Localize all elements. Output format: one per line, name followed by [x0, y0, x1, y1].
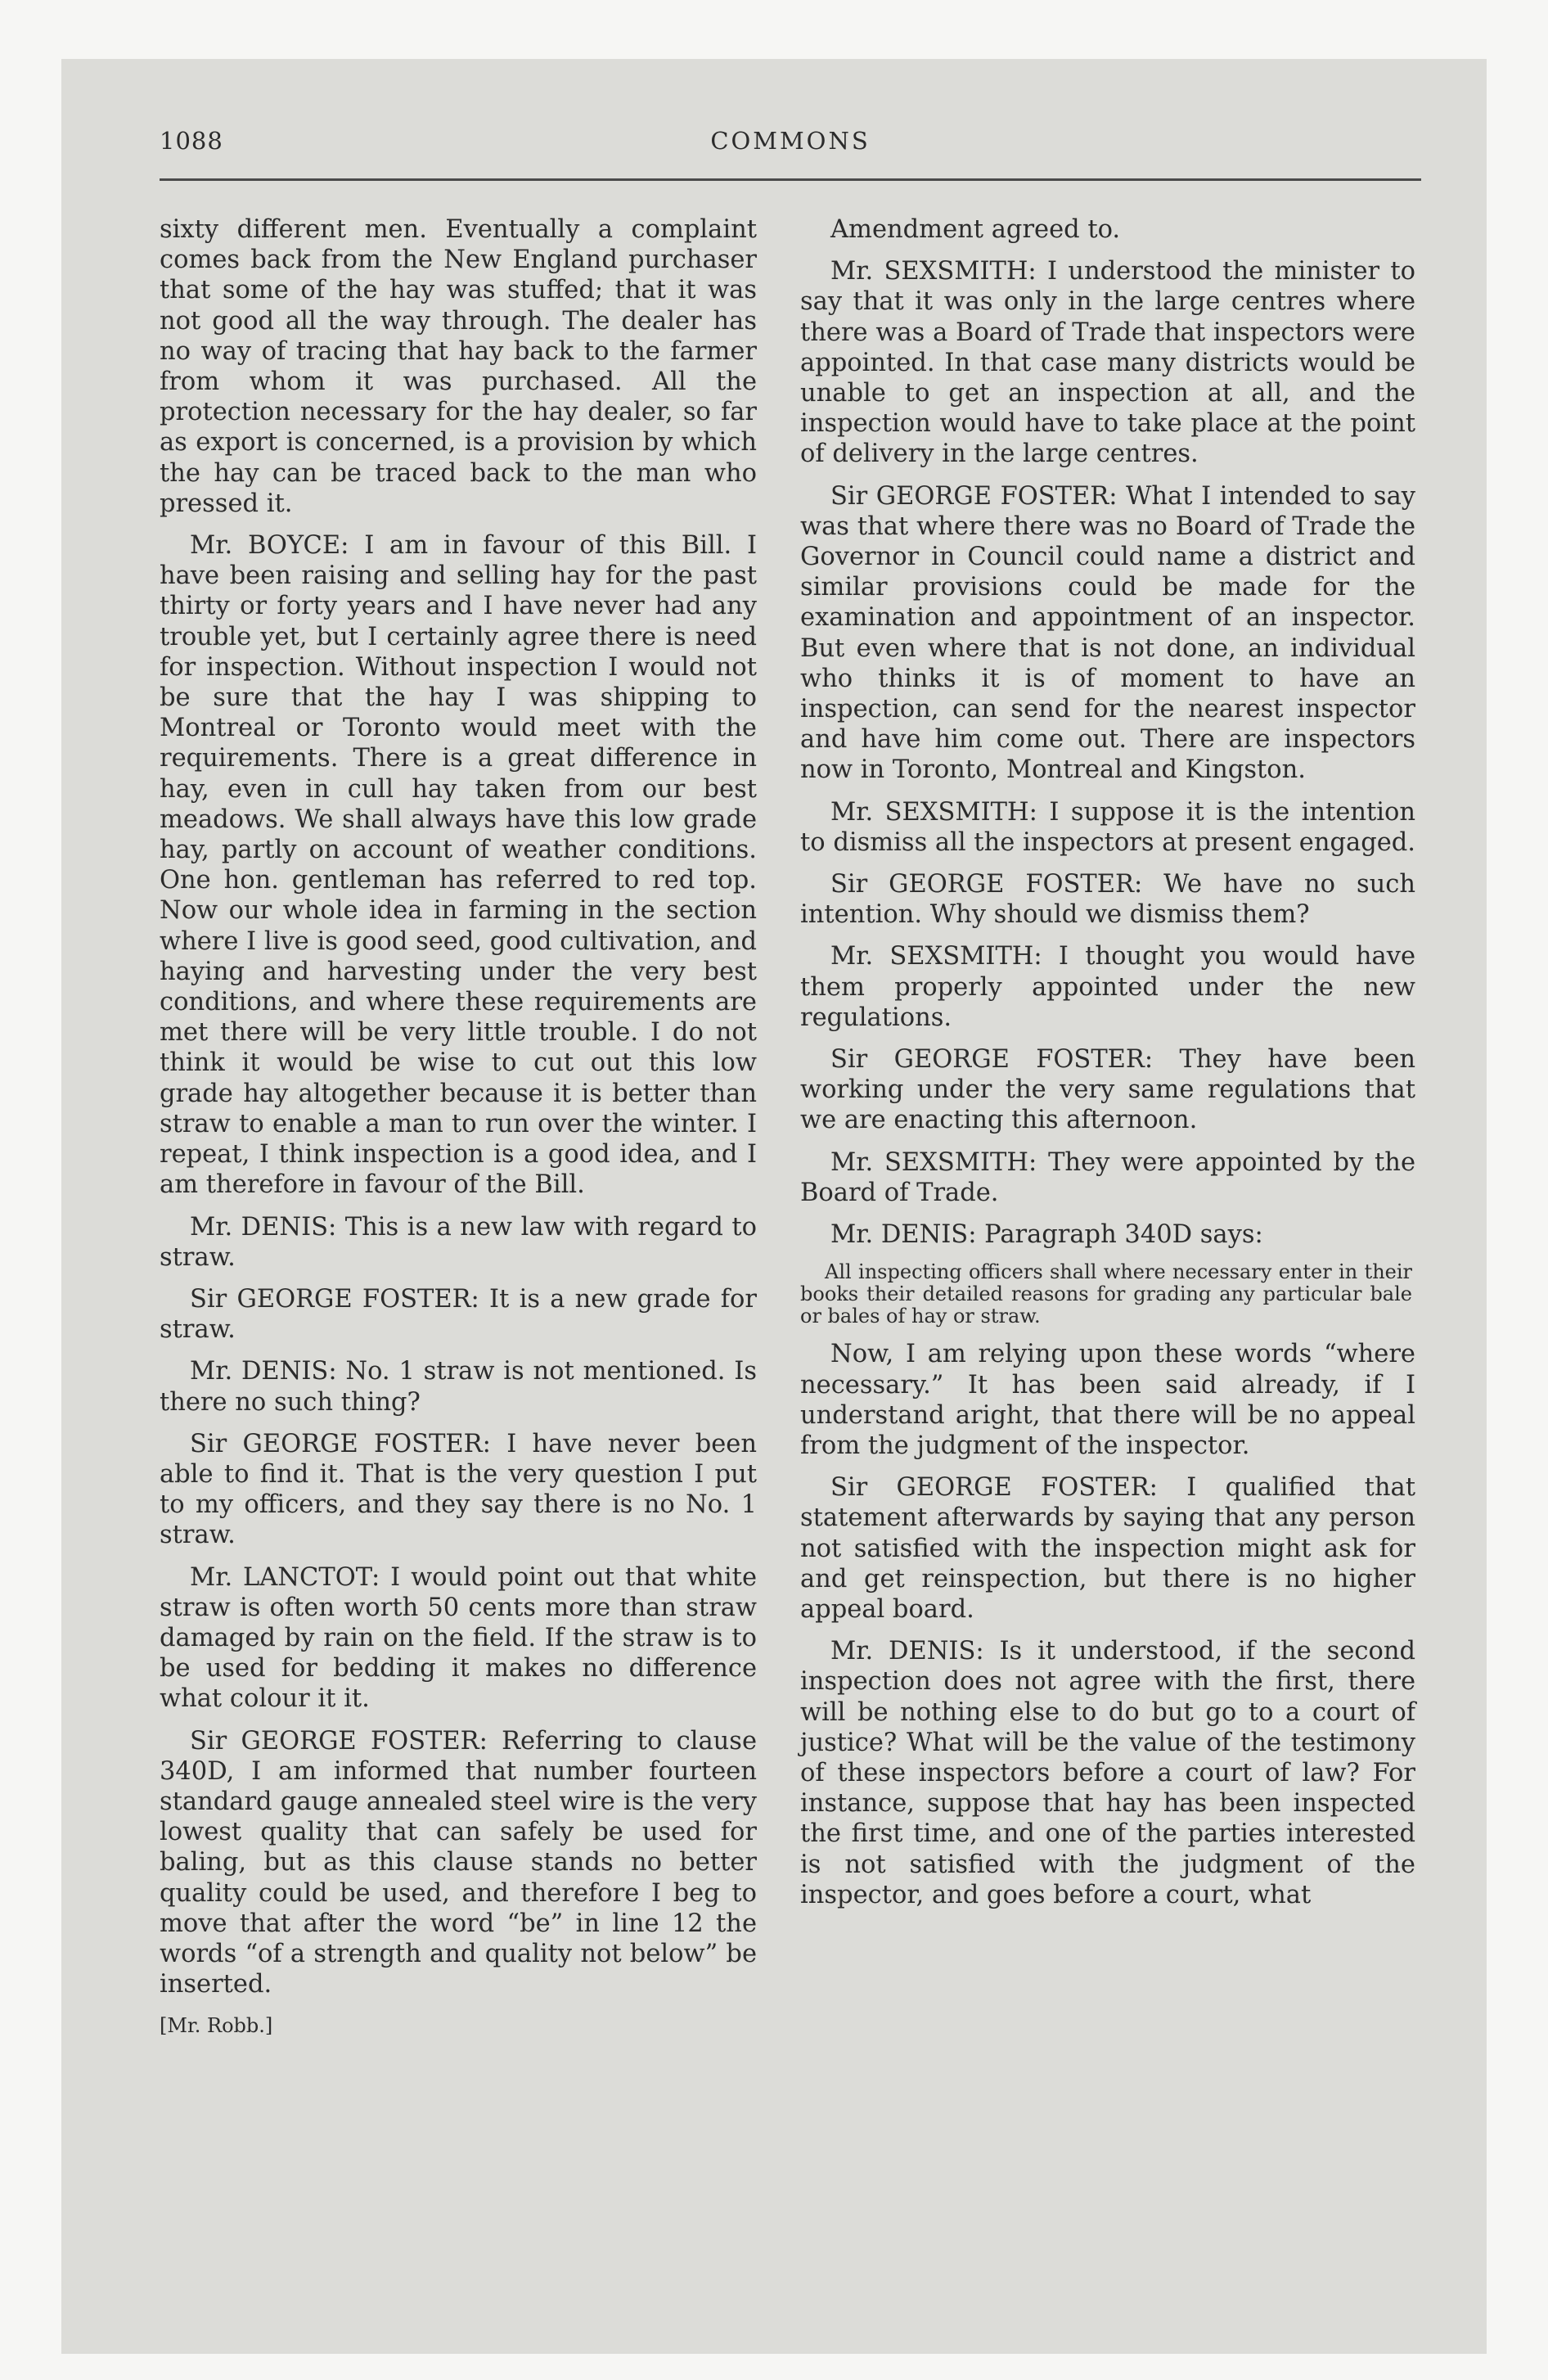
paragraph: Mr. DENIS: Is it understood, if the second inspection does not agree with the first, there will be nothing else to do but go to a court of justice? What will be the value of the testimony of these inspectors before a court of law? For instance, suppose that hay has been inspected the first time, and one of the parties interested is not satisfied with the judgment of the inspector, and goes before a court, what	[800, 1637, 1415, 1909]
paragraph: Mr. BOYCE: I am in favour of this Bill. I have been raising and selling hay for the past thirty or forty years and I have never had any trouble yet, but I certainly agree there is need for inspection. Without inspection I would not be sure that the hay I was shipping to Montreal or Toronto would meet with the requirements. There is a great difference in hay, even in cull hay taken from our best meadows. We shall always have this low grade hay, partly on account of weather conditions. One hon. gentleman has referred to red top. Now our whole idea in farming in the section where I live is good seed, good cultivation, and haying and harvesting under the very best conditions, and where these requirements are met there will be very little trouble. I do not think it would be wise to cut out this low grade hay altogether because it is better than straw to enable a man to run over the winter. I repeat, I think inspection is a good idea, and I am therefore in favour of the Bill.	[160, 531, 757, 1200]
left-column	[160, 214, 757, 2053]
paragraph: Mr. DENIS: Paragraph 340D says:	[830, 1220, 1263, 1250]
paragraph: Sir GEORGE FOSTER: I have never been able to find it. That is the very question I put to my officers, and they say there is no No. 1 straw.	[160, 1429, 757, 1550]
paragraph: Sir GEORGE FOSTER: What I intended to say was that where there was no Board of Trade the Governor in Council could name a district and similar provisions could be made for the examination and appointment of an inspector. But even where that is not done, an individual who thinks it is of moment to have an inspection, can send for the nearest inspector and have him come out. There are inspectors now in Toronto, Montreal and Kingston.	[800, 481, 1415, 785]
header-rule	[160, 178, 1421, 181]
paragraph: Mr. SEXSMITH: I understood the minister to say that it was only in the large centres where there was a Board of Trade that inspectors were appointed. In that case many districts would be unable to get an inspection at all, and the inspection would have to take place at the point of delivery in the large centres.	[800, 257, 1415, 469]
paragraph: Sir GEORGE FOSTER: I qualified that statement afterwards by saying that any person not satisfied with the inspection might ask for and get reinspection, but there is no higher appeal board.	[800, 1473, 1415, 1624]
paragraph: Sir GEORGE FOSTER: It is a new grade for straw.	[160, 1284, 757, 1345]
paragraph: Mr. DENIS: This is a new law with regard to straw.	[160, 1212, 757, 1272]
paragraph: sixty different men. Eventually a complaint comes back from the New England purchaser that some of the hay was stuffed; that it was not good all the way through. The dealer has no way of tracing that hay back to the farmer from whom it was purchased. All the protection necessary for the hay dealer, so far as export is concerned, is a provision by which the hay can be traced back to the man who pressed it.	[160, 215, 757, 518]
paragraph: Sir GEORGE FOSTER: We have no such intention. Why should we dismiss them?	[800, 870, 1415, 930]
paragraph: Mr. SEXSMITH: They were appointed by the Board of Trade.	[800, 1147, 1415, 1207]
paragraph: Sir GEORGE FOSTER: They have been working under the very same regulations that we are enacting this afternoon.	[800, 1045, 1415, 1135]
block-quote: All inspecting officers shall where necessary enter in their books their detailed reasons for grading any particular bale or bales of hay or straw.	[800, 1260, 1412, 1328]
paragraph: Amendment agreed to.	[830, 215, 1121, 244]
paragraph: Mr. SEXSMITH: I thought you would have them properly appointed under the new regulations.	[800, 942, 1415, 1032]
page-number: 1088	[160, 127, 223, 155]
paragraph: Mr. LANCTOT: I would point out that white straw is often worth 50 cents more than straw damaged by rain on the field. If the straw is to be used for bedding it makes no difference what colour it it.	[160, 1562, 757, 1714]
paragraph: Mr. SEXSMITH: I suppose it is the intention to dismiss all the inspectors at present engaged.	[800, 797, 1415, 857]
running-title: COMMONS	[710, 127, 871, 155]
page-header	[160, 127, 1421, 165]
paragraph: Mr. DENIS: No. 1 straw is not mentioned. Is there no such thing?	[160, 1357, 757, 1417]
right-column	[800, 214, 1415, 1922]
paragraph: Now, I am relying upon these words “where necessary.” It has been said already, if I understand aright, that there will be no appeal from the judgment of the inspector.	[800, 1340, 1415, 1460]
page-footer: [Mr. Robb.]	[160, 2014, 273, 2038]
paragraph: Sir GEORGE FOSTER: Referring to clause 340D, I am informed that number fourteen standard gauge annealed steel wire is the very lowest quality that can safely be used for baling, but as this clause stands no better quality could be used, and therefore I beg to move that after the word “be” in line 12 the words “of a strength and quality not below” be inserted.	[160, 1726, 757, 1999]
